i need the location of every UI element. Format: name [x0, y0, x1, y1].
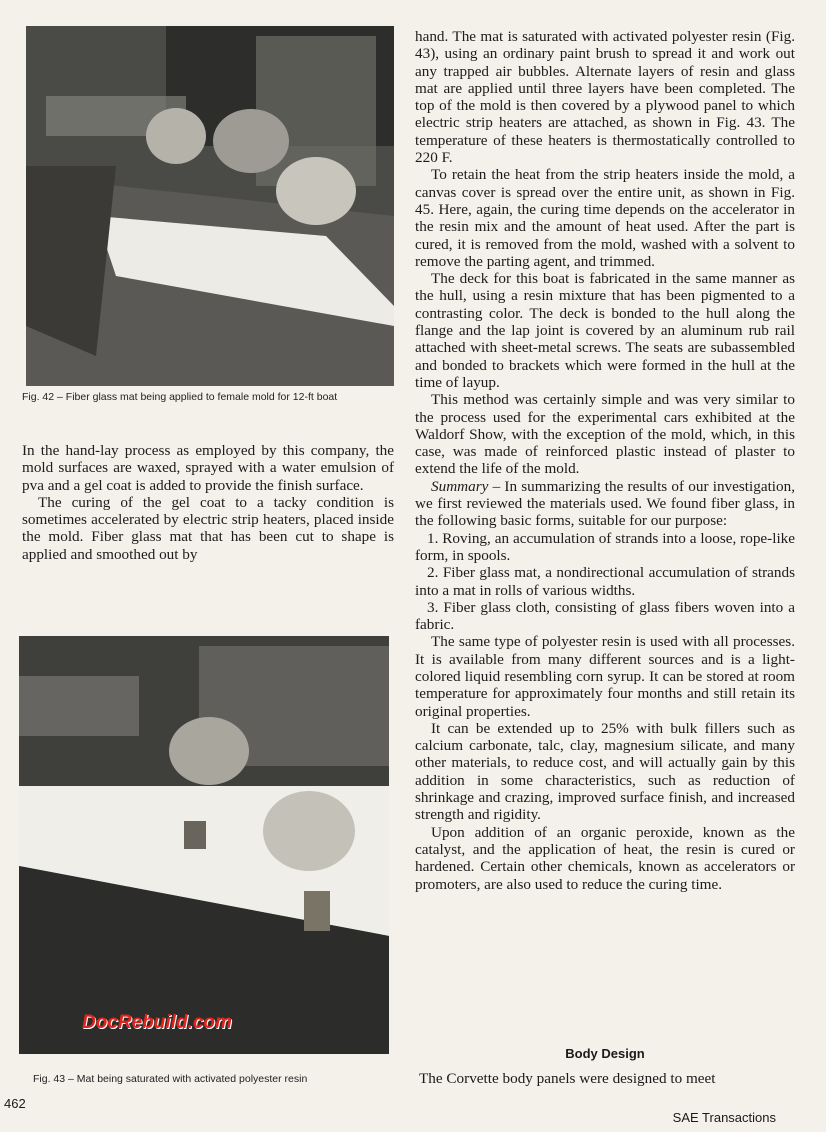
paragraph: The deck for this boat is fabricated in the same manner as the hull, using a resin mixture that has been pigmented to a contrasting color. The deck is bonded to the hull along the flange and the lap joint is covered by an aluminum rub rail attached with sheet-metal screws. The seats are subassembled and bonded to brackets which were formed in the hull at the time of layup.	[415, 270, 795, 391]
list-item: 3. Fiber glass cloth, consisting of glass fibers woven into a fabric.	[415, 598, 795, 634]
list-item: 2. Fiber glass mat, a nondirectional accumulation of strands into a mat in rolls of various widths.	[415, 564, 795, 599]
paragraph: The curing of the gel coat to a tacky condition is sometimes accelerated by electric strip heaters, placed inside the mold. Fiber glass mat that has been cut to shape is applied and smoothed out by	[22, 493, 394, 563]
paragraph: hand. The mat is saturated with activated polyester resin (Fig. 43), using an ordinary paint brush to spread it and work out any trapped air bubbles. Alternate layers of resin and glass mat are applied until three layers have been completed. The top of the mold is then covered by a plywood panel to which electric strip heaters are attached, as shown in Fig. 43. The temperature of these heaters is thermostatically controlled to 220 F.	[415, 28, 795, 167]
right-column-text	[415, 28, 795, 893]
summary-text: – In summarizing the results of our investigation, we first reviewed the materials used. We found fiber glass, in the following basic forms, suitable for our purpose:	[415, 477, 795, 530]
figure-43-photo	[19, 636, 389, 1054]
watermark-logo: DocRebuild.com	[82, 1012, 232, 1033]
summary-paragraph	[415, 478, 795, 530]
paragraph: The same type of polyester resin is used with all processes. It is available from many different sources and is a light-colored liquid resembling corn syrup. It can be stored at room temperature for approximately four months and still retain its original properties.	[415, 633, 795, 720]
paragraph: In the hand-lay process as employed by this company, the mold surfaces are waxed, sprayed with a water emulsion of pva and a gel coat is added to provide the finish surface.	[22, 442, 394, 494]
figure-42-caption: Fig. 42 – Fiber glass mat being applied to female mold for 12-ft boat	[22, 391, 338, 403]
summary-label: Summary	[431, 477, 489, 495]
section-heading: Body Design	[565, 1046, 645, 1061]
left-column-text	[22, 442, 394, 563]
figure-42-photo	[26, 26, 394, 386]
journal-name: SAE Transactions	[672, 1110, 776, 1125]
figure-43-caption: Fig. 43 – Mat being saturated with activated polyester resin	[33, 1073, 308, 1085]
paragraph-continued: The Corvette body panels were designed to meet	[419, 1070, 716, 1087]
page-number: 462	[4, 1096, 26, 1111]
paragraph: It can be extended up to 25% with bulk fillers such as calcium carbonate, talc, clay, magnesium silicate, and many other materials, to reduce cost, and will actually gain by this addition in some characteristics, such as reduction of shrinkage and crazing, improved surface finish, and increased strength and rigidity.	[415, 719, 795, 824]
list-item: 1. Roving, an accumulation of strands into a loose, rope-like form, in spools.	[415, 529, 795, 564]
paragraph: This method was certainly simple and was very similar to the process used for the experimental cars exhibited at the Waldorf Show, with the exception of the mold, which, in this case, was made of reinforced plastic instead of plaster to extend the life of the mold.	[415, 391, 795, 478]
paragraph: Upon addition of an organic peroxide, known as the catalyst, and the application of heat, the resin is cured or hardened. Certain other chemicals, known as accelerators or promoters, are also used to reduce the curing time.	[415, 823, 795, 893]
paragraph: To retain the heat from the strip heaters inside the mold, a canvas cover is spread over the entire unit, as shown in Fig. 45. Here, again, the curing time depends on the accelerator in the resin mix and the amount of heat used. After the part is cured, it is removed from the mold, washed with a solvent to remove the parting agent, and trimmed.	[415, 166, 795, 270]
